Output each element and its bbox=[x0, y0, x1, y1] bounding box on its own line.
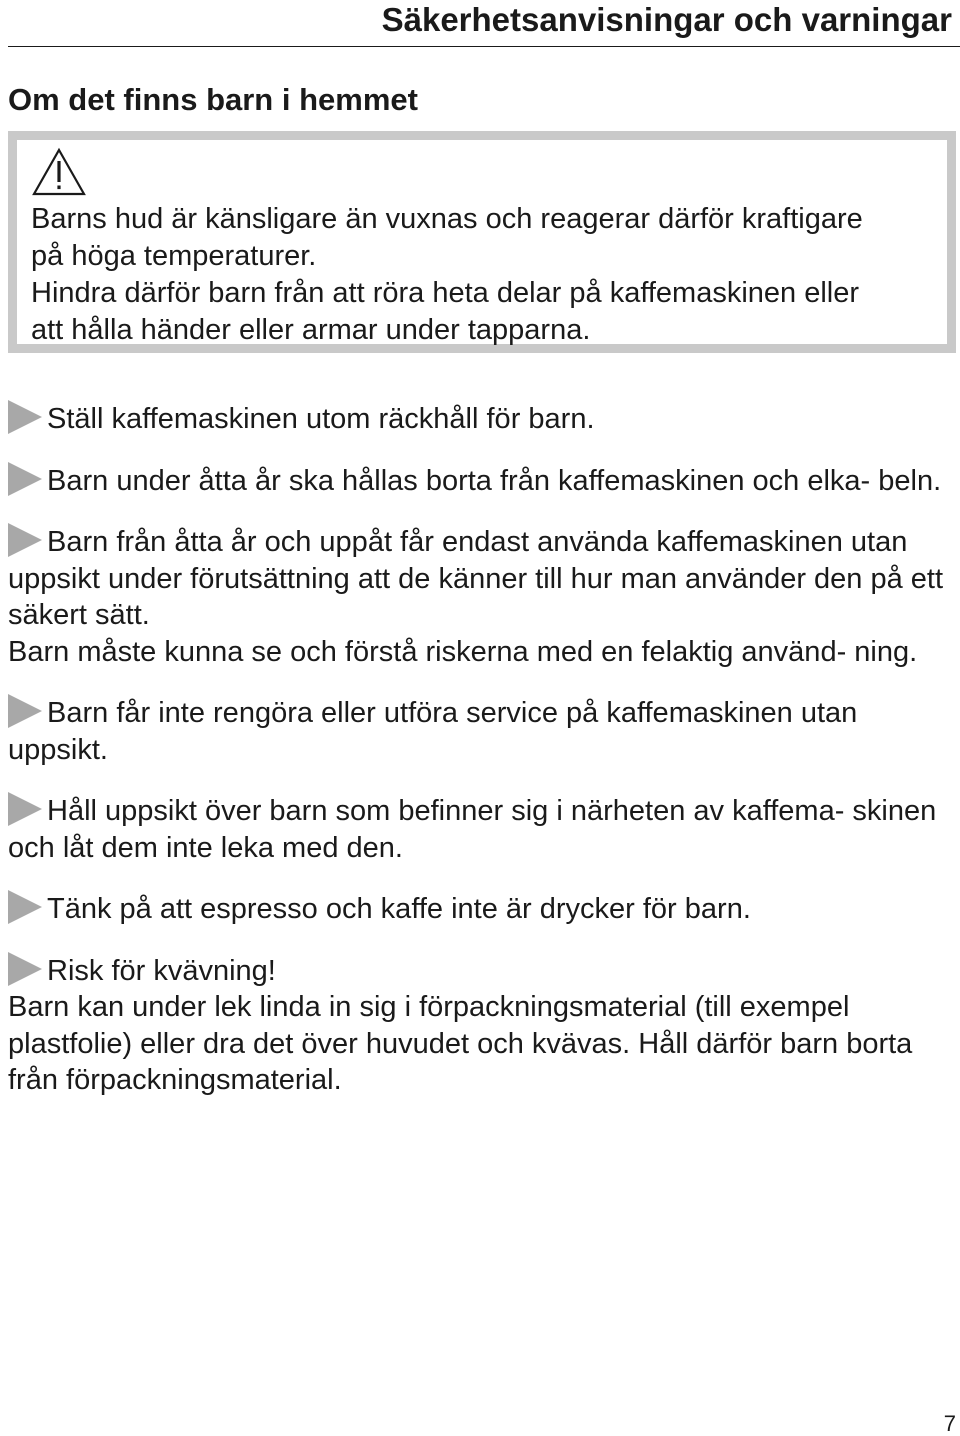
instruction-item bbox=[8, 462, 952, 500]
triangle-bullet-icon bbox=[8, 400, 42, 434]
page-number: 7 bbox=[943, 1411, 956, 1436]
header-rule bbox=[8, 46, 960, 47]
instruction-list bbox=[8, 400, 952, 1123]
instruction-item bbox=[8, 523, 952, 670]
instruction-text: Tänk på att espresso och kaffe inte är drycker för barn. bbox=[47, 893, 751, 925]
warning-line: Hindra därför barn från att röra heta delar på kaffemaskinen eller bbox=[31, 277, 860, 309]
instruction-text: Barn under åtta år ska hållas borta från kaffemaskinen och elka- beln. bbox=[47, 464, 942, 497]
triangle-bullet-icon bbox=[8, 694, 42, 728]
triangle-bullet-icon bbox=[8, 462, 42, 496]
instruction-item bbox=[8, 400, 952, 438]
warning-line: Barns hud är känsligare än vuxnas och reagerar därför kraftigare bbox=[31, 203, 863, 235]
instruction-text: Risk för kvävning! bbox=[47, 954, 276, 987]
instruction-item bbox=[8, 792, 952, 866]
instruction-text: Håll uppsikt över barn som befinner sig i närheten av kaffema- skinen och låt dem inte leka med den. bbox=[8, 795, 937, 864]
triangle-bullet-icon bbox=[8, 890, 42, 924]
triangle-bullet-icon bbox=[8, 792, 42, 826]
triangle-bullet-icon bbox=[8, 523, 42, 557]
instruction-item bbox=[8, 952, 952, 1099]
warning-text bbox=[31, 201, 947, 349]
instruction-item bbox=[8, 694, 952, 768]
instruction-text: Barn får inte rengöra eller utföra service på kaffemaskinen utan uppsikt. bbox=[8, 697, 858, 766]
triangle-bullet-icon bbox=[8, 952, 42, 986]
running-header: Säkerhetsanvisningar och varningar bbox=[381, 1, 952, 38]
warning-line: på höga temperaturer. bbox=[31, 240, 317, 272]
warning-line: att hålla händer eller armar under tapparna. bbox=[31, 314, 591, 346]
instruction-item bbox=[8, 890, 952, 928]
instruction-text: Barn från åtta år och uppåt får endast använda kaffemaskinen utan uppsikt under förutsättning att de känner till hur man använder den på ett säkert sätt. bbox=[8, 526, 944, 631]
section-title: Om det finns barn i hemmet bbox=[8, 82, 418, 117]
warning-box bbox=[8, 131, 956, 353]
instruction-text: Ställ kaffemaskinen utom räckhåll för barn. bbox=[47, 403, 595, 435]
warning-triangle-icon bbox=[31, 147, 87, 197]
instruction-text: Barn måste kunna se och förstå riskerna med en felaktig använd- ning. bbox=[8, 635, 918, 668]
instruction-text: Barn kan under lek linda in sig i förpackningsmaterial (till exempel plastfolie) eller dra det över huvudet och kvävas. Håll därför barn borta från förpackningsmaterial. bbox=[8, 991, 913, 1096]
